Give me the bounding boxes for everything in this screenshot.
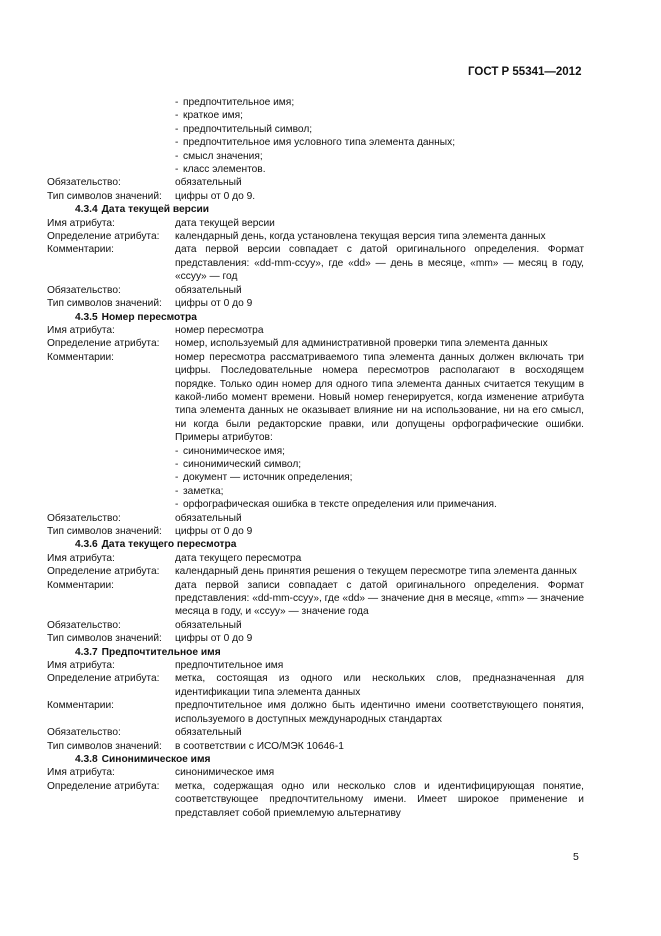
section-number: 4.3.6: [75, 539, 98, 551]
attribute-row: [47, 619, 584, 632]
bullet-dash: -: [175, 164, 179, 176]
list-item-text: класс элементов.: [183, 164, 266, 176]
attribute-value: дата первой записи совпадает с датой оригинального определения. Формат представления: «dd-mm-ccyy», где «dd» — значение дня в месяце, «mm» — значение месяца в году, и «ccyy» — значение года: [175, 579, 584, 618]
bullet-dash: -: [175, 499, 179, 511]
attribute-label: Тип символов значений:: [47, 740, 162, 752]
list-item: [47, 163, 584, 176]
attribute-label: Тип символов значений:: [47, 633, 162, 645]
attribute-row: [47, 217, 584, 230]
attribute-value: дата текущего пересмотра: [175, 552, 302, 564]
list-item: [47, 485, 584, 498]
section-heading: [47, 646, 584, 659]
list-item: [47, 123, 584, 136]
section-number: 4.3.8: [75, 753, 98, 765]
attribute-label: Тип символов значений:: [47, 526, 162, 537]
section-title: Дата текущего пересмотра: [101, 539, 237, 551]
attribute-label: Обязательство:: [47, 177, 121, 189]
list-item-text: предпочтительное имя;: [183, 97, 295, 108]
section-title: Номер пересмотра: [101, 311, 197, 323]
attribute-row: [47, 565, 584, 578]
attribute-label: Имя атрибута:: [47, 660, 115, 672]
attribute-value: обязательный: [175, 284, 242, 296]
list-item: [47, 458, 584, 471]
attribute-label: Обязательство:: [47, 512, 121, 524]
bullet-dash: -: [175, 137, 179, 149]
attribute-label: Имя атрибута:: [47, 324, 115, 336]
attribute-row: [47, 780, 584, 820]
standard-number-header: ГОСТ Р 55341—2012: [468, 66, 582, 78]
list-item: [47, 136, 584, 149]
attribute-value: обязательный: [175, 619, 242, 631]
attribute-value: предпочтительное имя: [175, 660, 284, 672]
attribute-row: [47, 297, 584, 310]
attribute-label: Тип символов значений:: [47, 190, 162, 202]
list-item: [47, 471, 584, 484]
attribute-label: Определение атрибута:: [47, 231, 160, 243]
bullet-dash: -: [175, 458, 179, 470]
list-item-text: смысл значения;: [183, 150, 263, 162]
section-title: Синонимическое имя: [101, 753, 211, 765]
bullet-dash: -: [175, 485, 179, 497]
attribute-label: Имя атрибута:: [47, 767, 115, 779]
attribute-row: [47, 672, 584, 699]
list-item: [47, 109, 584, 122]
attribute-label: Обязательство:: [47, 727, 121, 739]
section-heading: [47, 538, 584, 551]
attribute-row: [47, 726, 584, 739]
list-item-text: орфографическая ошибка в тексте определения или примечания.: [183, 499, 497, 511]
attribute-value: цифры от 0 до 9.: [175, 190, 256, 202]
attribute-value: метка, содержащая одно или несколько слов и идентифицирующая понятие, соответствующее предпочтительному имени. Имеет широкое применение и представляет собой приемлемую альтернативу: [175, 780, 584, 819]
list-item-text: предпочтительный символ;: [183, 123, 313, 135]
attribute-row: [47, 351, 584, 445]
attribute-value: обязательный: [175, 177, 242, 189]
document-body: [47, 96, 584, 820]
list-item: [47, 498, 584, 511]
attribute-row: [47, 525, 584, 538]
attribute-label: Комментарии:: [47, 579, 114, 591]
page-number: 5: [573, 851, 579, 863]
attribute-row: [47, 552, 584, 565]
section-number: 4.3.4: [75, 204, 98, 216]
attribute-label: Комментарии:: [47, 700, 114, 712]
attribute-row: [47, 324, 584, 337]
attribute-value: обязательный: [175, 512, 242, 524]
section-heading: [47, 753, 584, 766]
attribute-row: [47, 512, 584, 525]
bullet-dash: -: [175, 445, 179, 457]
attribute-value: номер пересмотра рассматриваемого типа элемента данных должен включать три цифры. Последовательные номера пересмотров располагают в восходящем порядке. Только один номер для одного типа элемента данных считается текущим в какой-либо момент времени. Новый номер генерируется, когда изменение атрибута типа элемента данных не оказывает влияние ни на использование, ни на его смысл, ни когда были редакторские правки, или допущены орфографические ошибки. Примеры атрибутов:: [175, 351, 584, 444]
attribute-value: обязательный: [175, 727, 242, 739]
attribute-value: дата текущей версии: [175, 217, 275, 229]
section-title: Предпочтительное имя: [101, 646, 221, 658]
section-title: Дата текущей версии: [101, 204, 210, 216]
attribute-row: [47, 699, 584, 726]
bullet-dash: -: [175, 472, 179, 484]
attribute-row: [47, 337, 584, 350]
list-item-text: синонимический символ;: [183, 458, 302, 470]
section-number: 4.3.7: [75, 646, 98, 658]
attribute-label: Имя атрибута:: [47, 217, 115, 229]
attribute-value: номер пересмотра: [175, 324, 264, 336]
attribute-label: Определение атрибута:: [47, 673, 160, 685]
section-heading: [47, 203, 584, 216]
attribute-value: синонимическое имя: [175, 767, 275, 779]
attribute-label: Комментарии:: [47, 351, 114, 363]
list-item-text: предпочтительное имя условного типа элемента данных;: [183, 137, 456, 149]
attribute-label: Определение атрибута:: [47, 566, 160, 578]
attribute-row: [47, 230, 584, 243]
attribute-row: [47, 579, 584, 619]
attribute-row: [47, 176, 584, 189]
attribute-row: [47, 766, 584, 779]
list-item-text: краткое имя;: [183, 110, 244, 122]
attribute-label: Обязательство:: [47, 284, 121, 296]
attribute-value: дата первой версии совпадает с датой оригинального определения. Формат представления: «dd-mm-ccyy», где «dd» — день в месяце, «mm» — месяц в году, «ccyy» — год: [175, 244, 584, 283]
attribute-row: [47, 659, 584, 672]
attribute-label: Обязательство:: [47, 619, 121, 631]
section-number: 4.3.5: [75, 311, 98, 323]
bullet-dash: -: [175, 150, 179, 162]
attribute-label: Определение атрибута:: [47, 780, 160, 792]
list-item-text: синонимическое имя;: [183, 445, 285, 457]
attribute-row: [47, 740, 584, 753]
bullet-dash: -: [175, 97, 179, 108]
attribute-value: календарный день принятия решения о текущем пересмотре типа элемента данных: [175, 566, 577, 578]
attribute-row: [47, 632, 584, 645]
attribute-value: предпочтительное имя должно быть идентично имени соответствующего понятия, используемого в доступных международных стандартах: [175, 700, 584, 725]
section-heading: [47, 311, 584, 324]
attribute-label: Тип символов значений:: [47, 298, 162, 310]
attribute-value: цифры от 0 до 9: [175, 633, 253, 645]
attribute-row: [47, 284, 584, 297]
bullet-dash: -: [175, 110, 179, 122]
attribute-value: календарный день, когда установлена текущая версия типа элемента данных: [175, 231, 546, 243]
list-item: [47, 445, 584, 458]
attribute-value: цифры от 0 до 9: [175, 298, 253, 310]
attribute-value: метка, состоящая из одного или нескольких слов, предназначенная для идентификации типа элемента данных: [175, 673, 584, 698]
list-item: [47, 150, 584, 163]
attribute-row: [47, 190, 584, 203]
attribute-value: цифры от 0 до 9: [175, 526, 253, 537]
list-item-text: документ — источник определения;: [183, 472, 353, 484]
bullet-dash: -: [175, 123, 179, 135]
list-item-text: заметка;: [183, 485, 224, 497]
attribute-value: номер, используемый для административной проверки типа элемента данных: [175, 338, 548, 350]
list-item: [47, 96, 584, 109]
attribute-label: Определение атрибута:: [47, 338, 160, 350]
attribute-value: в соответствии с ИСО/МЭК 10646-1: [175, 740, 344, 752]
attribute-label: Комментарии:: [47, 244, 114, 256]
attribute-label: Имя атрибута:: [47, 552, 115, 564]
attribute-row: [47, 243, 584, 283]
